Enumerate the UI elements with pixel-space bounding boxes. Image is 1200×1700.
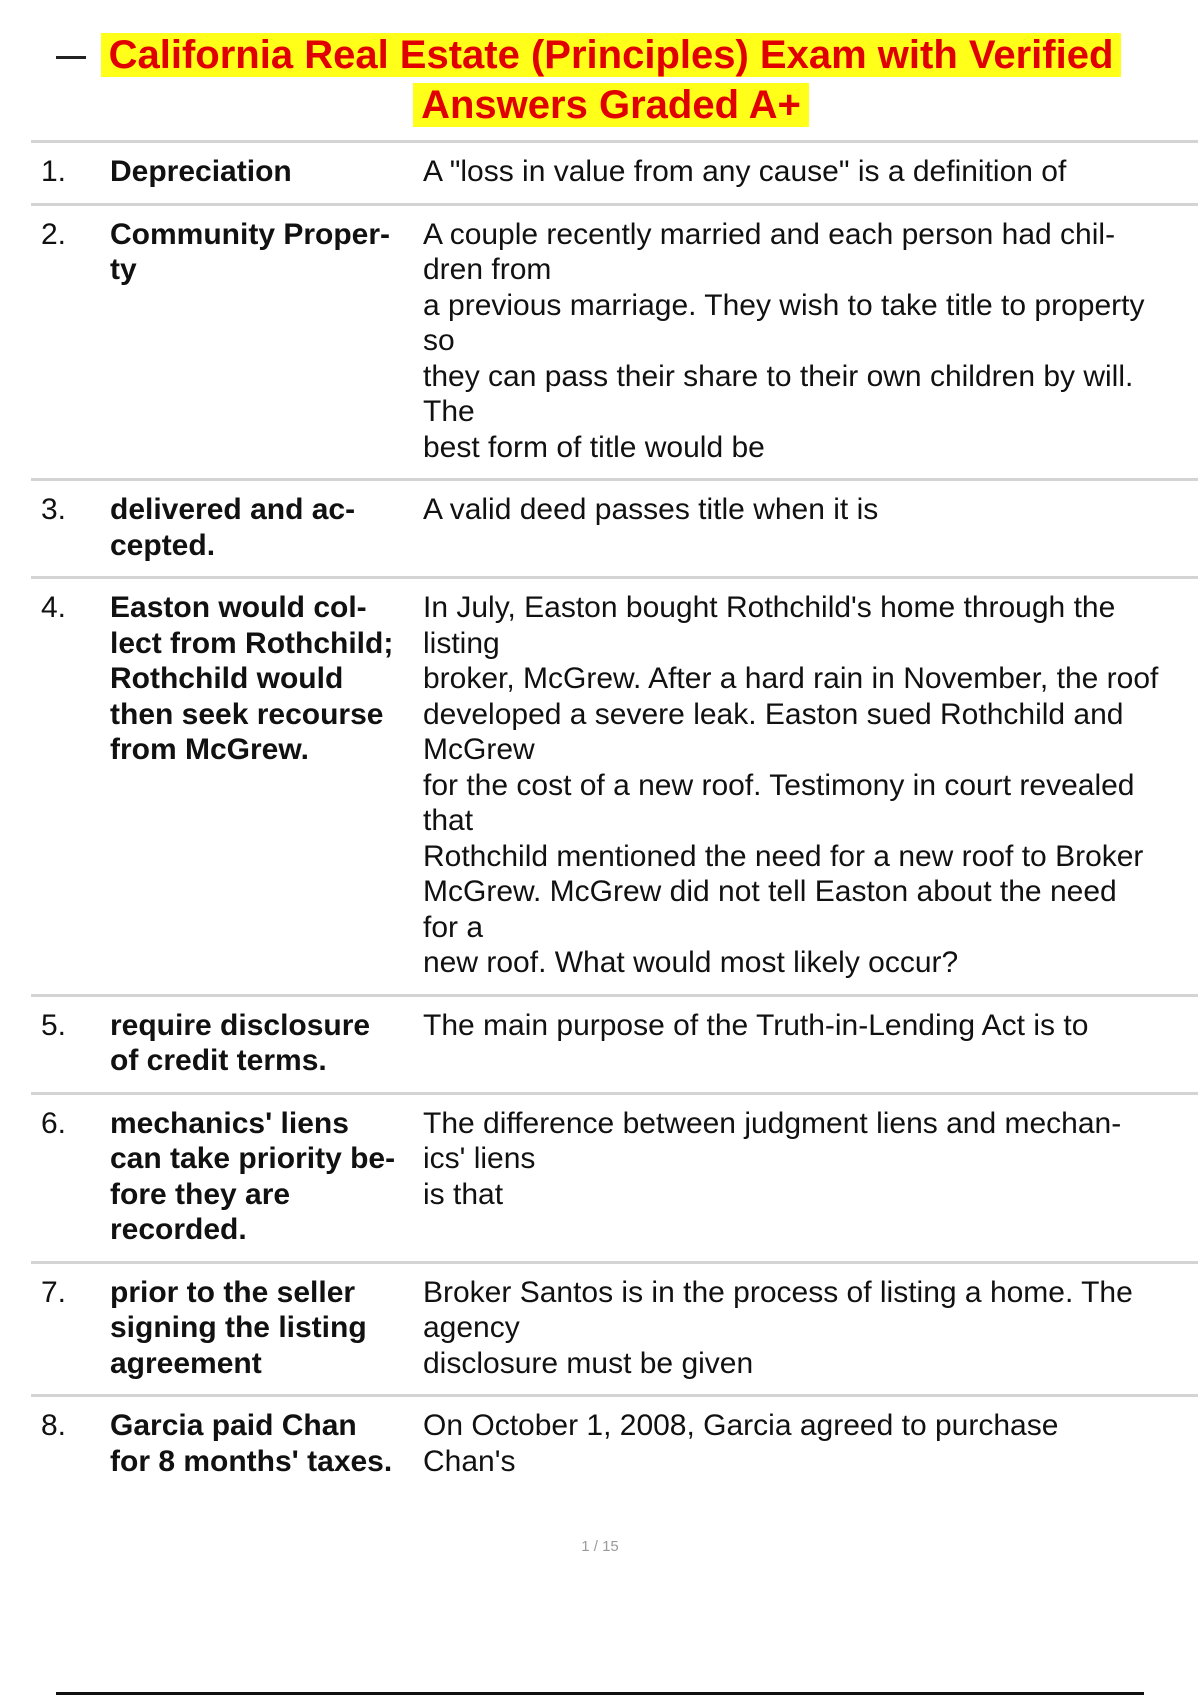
term-line: cepted. — [110, 528, 216, 562]
qa-row — [31, 1264, 1198, 1398]
definition-line: disclosure must be given — [423, 1346, 754, 1380]
item-term — [110, 492, 423, 563]
item-number: 3. — [41, 493, 67, 526]
definition-line: The main purpose of the Truth-in-Lending Act is to — [423, 1008, 1089, 1042]
item-term — [110, 1008, 423, 1079]
term-line: delivered and ac- — [110, 493, 356, 526]
item-definition — [423, 154, 1198, 190]
definition-line: In July, Easton bought Rothchild's home through the — [423, 591, 1116, 624]
definition-line: so — [423, 324, 455, 357]
qa-row — [31, 997, 1198, 1095]
qa-row — [31, 1095, 1198, 1264]
definition-line: The difference between judgment liens and mechan- — [423, 1106, 1122, 1140]
definition-line: developed a severe leak. Easton sued Rothchild and — [423, 697, 1124, 731]
term-line: Depreciation — [110, 155, 292, 188]
item-term — [110, 154, 423, 190]
term-line: require disclosure — [110, 1008, 371, 1042]
item-number: 5. — [41, 1008, 67, 1042]
item-number: 4. — [41, 591, 67, 624]
definition-line: On October 1, 2008, Garcia agreed to purchase — [423, 1409, 1059, 1442]
definition-line: A valid deed passes title when it is — [423, 493, 879, 526]
definition-line: A couple recently married and each person had chil- — [423, 217, 1116, 251]
term-line: for 8 months' taxes. — [110, 1444, 393, 1478]
definition-line: listing — [423, 626, 500, 660]
term-line: from McGrew. — [110, 733, 309, 766]
item-term — [110, 590, 423, 981]
term-line: mechanics' liens — [110, 1106, 349, 1140]
definition-line: they can pass their share to their own children by will. — [423, 359, 1134, 393]
definition-line: dren from — [423, 253, 552, 286]
term-line: fore they are — [110, 1177, 291, 1211]
qa-table — [31, 140, 1198, 1492]
footer-divider — [56, 1692, 1144, 1695]
item-number: 2. — [41, 217, 67, 251]
term-line: recorded. — [110, 1213, 247, 1246]
item-definition — [423, 1008, 1198, 1079]
definition-line: McGrew — [423, 733, 535, 766]
definition-line: that — [423, 804, 474, 837]
item-term — [110, 1106, 423, 1248]
term-line: agreement — [110, 1346, 262, 1380]
definition-line: Broker Santos is in the process of listing a home. The — [423, 1275, 1133, 1309]
qa-row — [31, 481, 1198, 579]
term-line: Garcia paid Chan — [110, 1409, 357, 1442]
item-number: 8. — [41, 1409, 67, 1442]
definition-line: The — [423, 395, 475, 428]
term-line: lect from Rothchild; — [110, 626, 394, 660]
definition-line: Rothchild mentioned the need for a new roof to Broker — [423, 839, 1144, 873]
title-line-1: California Real Estate (Principles) Exam with Verified — [101, 33, 1122, 77]
definition-line: a previous marriage. They wish to take title to property — [423, 288, 1145, 322]
qa-row — [31, 143, 1198, 206]
term-line: then seek recourse — [110, 697, 384, 731]
item-number: 7. — [41, 1275, 67, 1309]
qa-row — [31, 579, 1198, 997]
term-line: of credit terms. — [110, 1044, 327, 1077]
page-indicator: 1 / 15 — [581, 1538, 619, 1555]
document-title — [56, 30, 1166, 130]
title-line-2: Answers Graded A+ — [413, 83, 809, 127]
definition-line: agency — [423, 1311, 520, 1344]
item-definition — [423, 217, 1198, 466]
item-number: 6. — [41, 1106, 67, 1140]
definition-line: for the cost of a new roof. Testimony in court revealed — [423, 768, 1135, 802]
qa-row — [31, 1397, 1198, 1492]
term-line: can take priority be- — [110, 1142, 396, 1175]
term-line: prior to the seller — [110, 1275, 356, 1309]
term-line: Rothchild would — [110, 662, 344, 695]
definition-line: McGrew. McGrew did not tell Easton about the need — [423, 875, 1117, 908]
item-definition — [423, 1275, 1198, 1382]
item-term — [110, 1275, 423, 1382]
item-number: 1. — [41, 155, 67, 188]
item-term — [110, 1408, 423, 1479]
definition-line: for a — [423, 910, 484, 944]
definition-line: Chan's — [423, 1444, 516, 1478]
qa-row — [31, 206, 1198, 482]
term-line: Easton would col- — [110, 591, 367, 624]
definition-line: ics' liens — [423, 1142, 536, 1175]
item-term — [110, 217, 423, 466]
definition-line: best form of title would be — [423, 430, 765, 464]
term-line: Community Proper- — [110, 217, 391, 251]
item-definition — [423, 590, 1198, 981]
item-definition — [423, 1106, 1198, 1248]
item-definition — [423, 492, 1198, 563]
definition-line: is that — [423, 1177, 504, 1211]
title-dash — [56, 56, 86, 59]
item-definition — [423, 1408, 1198, 1479]
term-line: ty — [110, 253, 137, 286]
term-line: signing the listing — [110, 1311, 367, 1344]
definition-line: A "loss in value from any cause" is a definition of — [423, 155, 1067, 188]
definition-line: broker, McGrew. After a hard rain in November, the roof — [423, 662, 1159, 695]
definition-line: new roof. What would most likely occur? — [423, 946, 959, 979]
